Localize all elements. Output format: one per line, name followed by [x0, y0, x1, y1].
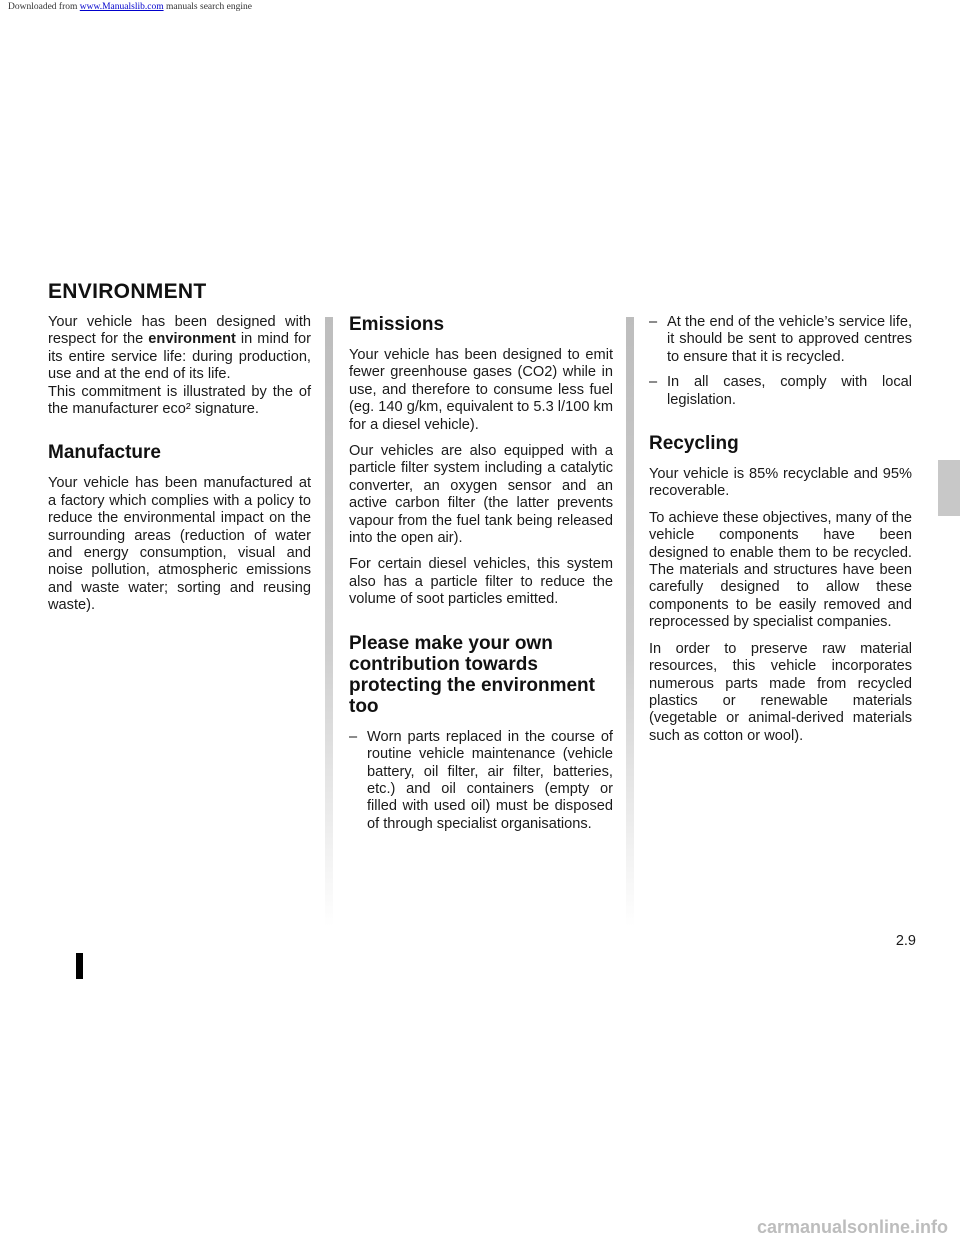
- banner-prefix: Downloaded from: [8, 2, 80, 12]
- intro-bold-word: environment: [148, 331, 236, 348]
- emissions-heading: Emissions: [349, 314, 445, 335]
- intro-text-start: Your vehicle has been designed with respect for the: [48, 314, 311, 348]
- bullet-legislation: [649, 374, 912, 409]
- bullet-legislation-text: In all cases, comply with local legislation.: [667, 374, 912, 408]
- bullet-end-of-life: [649, 314, 912, 366]
- recycling-heading: Recycling: [649, 433, 739, 455]
- manualslib-link[interactable]: www.Manualslib.com: [79, 2, 164, 12]
- chapter-side-tab: [938, 460, 960, 516]
- manufacture-heading: Manufacture: [48, 442, 161, 464]
- banner-suffix: manuals search engine: [163, 2, 252, 12]
- page-title: ENVIRONMENT: [48, 280, 207, 303]
- intro-paragraph: [48, 314, 311, 384]
- column-left: [48, 314, 311, 624]
- download-banner: [8, 2, 252, 12]
- page-corner-mark: [76, 953, 83, 979]
- intro-text-end: in mind for its entire service life: during production, use and at the end of its life.: [48, 331, 312, 383]
- contribution-heading: Please make your own contribution towards protecting the environment too: [349, 632, 595, 717]
- intro-paragraph-2: This commitment is illustrated by the of the manufacturer eco² signature.: [48, 383, 311, 418]
- emissions-paragraph-3: For certain diesel vehicles, this system also has a particle filter to reduce the volume of soot particles emitted.: [349, 556, 613, 608]
- recycling-paragraph-3: In order to preserve raw material resources, this vehicle incorporates numerous parts made from recycled plastics or renewable materials (vegetable or animal-derived materials such as cotton or wool).: [649, 640, 912, 744]
- emissions-paragraph-2: Our vehicles are also equipped with a particle filter system including a catalytic converter, an oxygen sensor and an active carbon filter (the latter prevents vapour from the fuel tank being released into the open air).: [349, 443, 613, 547]
- recycling-paragraph-2: To achieve these objectives, many of the vehicle components have been designed to enable them to be recycled. The materials and structures have been carefully designed to allow these components to be easily removed and reprocessed by specialist companies.: [649, 509, 912, 631]
- emissions-paragraph-1: Your vehicle has been designed to emit fewer greenhouse gases (CO2) while in use, and therefore to consume less fuel (eg. 140 g/km, equivalent to 5.3 l/100 km for a diesel vehicle).: [349, 347, 613, 433]
- bullet-worn-parts-text: Worn parts replaced in the course of routine vehicle maintenance (vehicle battery, oil filter, air filter, batteries, etc.) and oil containers (empty or filled with used oil) must be disposed of through specialist organisations.: [367, 728, 613, 832]
- manufacture-paragraph: Your vehicle has been manufactured at a factory which complies with a policy to reduce the environmental impact on the surrounding areas (reduction of water and energy consumption, visual and noise pollution, atmospheric emissions and waste water; sorting and reusing waste).: [48, 475, 311, 614]
- dash-marker: –: [649, 374, 658, 391]
- column-middle: [349, 314, 613, 841]
- dash-marker: –: [649, 314, 658, 330]
- page-number: 2.9: [895, 933, 916, 949]
- dash-marker: –: [349, 728, 358, 745]
- watermark: carmanualsonline.info: [756, 1217, 948, 1237]
- bullet-worn-parts: [349, 729, 613, 833]
- column-separator-right: [626, 317, 634, 927]
- recycling-paragraph-1: Your vehicle is 85% recyclable and 95% recoverable.: [649, 466, 912, 500]
- column-separator-left: [325, 317, 333, 927]
- column-right: [649, 314, 912, 754]
- bullet-end-of-life-text: At the end of the vehicle’s service life, it should be sent to approved centres to ensure that it is recycled.: [667, 314, 912, 365]
